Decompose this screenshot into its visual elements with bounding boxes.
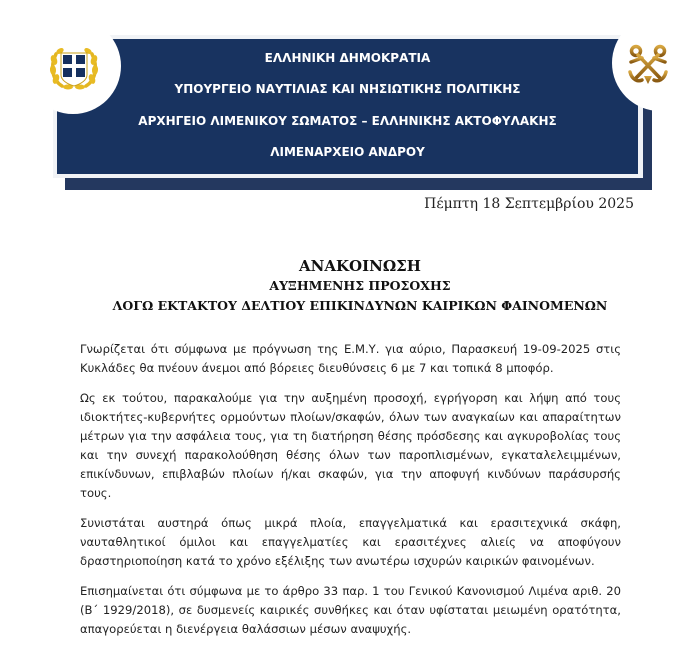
- document-date: Πέμπτη 18 Σεπτεμβρίου 2025: [424, 196, 634, 212]
- paragraph-regulation: Επισημαίνεται ότι σύμφωνα με το άρθρο 33 παρ. 1 του Γενικού Κανονισμού Λιμένα αριθ. 20 (Β΄ 1929/2018), σε δυσμενείς καιρικές συνθήκες και όταν υφίσταται μειωμένη ορατότητα, απαγορεύεται η διενέργεια θαλάσσιων μέσων αναψυχής.: [80, 584, 621, 636]
- announcement-subtitle-1: ΑΥΞΗΜΕΝΗΣ ΠΡΟΣΟΧΗΣ: [269, 278, 451, 293]
- letterhead: [0, 0, 700, 200]
- paragraph-precautions: Ως εκ τούτου, παρακαλούμε για την αυξημένη προσοχή, εγρήγορση και λήψη από τους ιδιοκτήτες-κυβερνήτες ορμούντων πλοίων/σκαφών, όλων των αναγκαίων και απαραίτητων μέτρων για την ασφάλεια τους, για τη διατήρηση θέσης πρόσδεσης και αγκυροβολίας τους και την συνεχή παρακολούθηση θέσης όλων των παροπλισμένων, εγκαταλελειμμένων, επικίνδυνων, επιβλαβών πλοίων ή/και σκαφών, για την αποφυγή κινδύνων παράσυρσής τους.: [80, 391, 621, 500]
- announcement-title: ΑΝΑΚΟΙΝΩΣΗ: [299, 257, 421, 275]
- paragraph-recommendation: Συνιστάται αυστηρά όπως μικρά πλοία, επαγγελματικά και ερασιτεχνικά σκάφη, ναυταθλητικοί όμιλοι και επαγγελματίες και ερασιτέχνες αλιείς να αποφύγουν δραστηριοποίηση κατά το χρόνο εξέλιξης των ανωτέρω ισχυρών καιρικών φαινομένων.: [80, 516, 621, 568]
- header-line-ministry: ΥΠΟΥΡΓΕΙΟ ΝΑΥΤΙΛΙΑΣ ΚΑΙ ΝΗΣΙΩΤΙΚΗΣ ΠΟΛΙΤΙΚΗΣ: [174, 82, 521, 97]
- header-line-country: ΕΛΛΗΝΙΚΗ ΔΗΜΟΚΡΑΤΙΑ: [264, 50, 431, 65]
- announcement-titles: [60, 256, 660, 316]
- letterhead-text: [57, 39, 638, 174]
- header-line-port-authority: ΛΙΜΕΝΑΡΧΕΙΟ ΑΝΔΡΟΥ: [270, 145, 425, 160]
- paragraph-forecast: Γνωρίζεται ότι σύμφωνα με πρόγνωση της Ε.Μ.Υ. για αύριο, Παρασκευή 19-09-2025 στις Κυκλάδες θα πνέουν άνεμοι από βόρειες διευθύνσεις 6 με 7 και τοπικά 8 μποφόρ.: [80, 342, 621, 375]
- announcement-body: [80, 340, 621, 650]
- header-line-headquarters: ΑΡΧΗΓΕΙΟ ΛΙΜΕΝΙΚΟΥ ΣΩΜΑΤΟΣ – ΕΛΛΗΝΙΚΗΣ ΑΚΤΟΦΥΛΑΚΗΣ: [138, 113, 557, 128]
- announcement-subtitle-2: ΛΟΓΩ ΕΚΤΑΚΤΟΥ ΔΕΛΤΙΟΥ ΕΠΙΚΙΝΔΥΝΩΝ ΚΑΙΡΙΚΩΝ ΦΑΙΝΟΜΕΝΩΝ: [112, 298, 608, 313]
